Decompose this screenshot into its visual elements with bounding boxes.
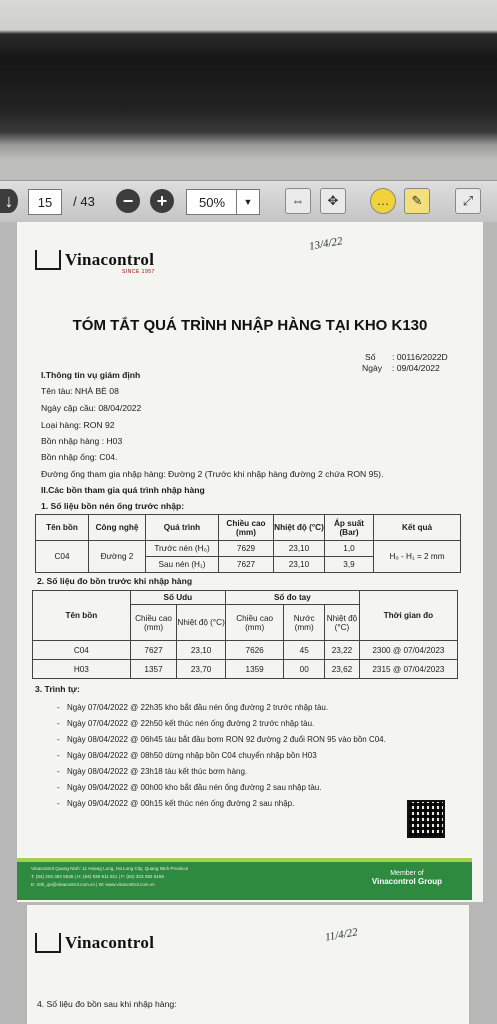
document-page-2: [27, 905, 469, 1024]
table-header: Tên bồn: [36, 515, 89, 541]
pdf-toolbar: [0, 180, 497, 224]
vinacontrol-logo: Vinacontrol: [35, 250, 154, 270]
page-number-input[interactable]: 15: [28, 189, 62, 215]
comment-icon: …: [370, 188, 396, 214]
ngay-label: Ngày: [362, 363, 383, 373]
table-header: Kết quả: [374, 515, 461, 541]
logo-since: SINCE 1957: [122, 269, 155, 275]
section-heading: I.Thông tin vụ giám định: [41, 370, 141, 380]
list-item: - Ngày 08/04/2022 @ 23h18 tàu kết thúc bơm hàng.: [57, 764, 386, 780]
pencil-icon: ✎: [404, 188, 430, 214]
list-item: - Ngày 08/04/2022 @ 06h45 tàu bắt đầu bơm RON 92 đường 2 đuổi RON 95 vào bồn C04.: [57, 732, 386, 748]
handwritten-signature: 13/4/22: [308, 235, 344, 253]
table-row: Sau nén (H₁) 7627 23,10 3,9: [36, 557, 461, 573]
list-item: - Ngày 09/04/2022 @ 00h00 kho bắt đầu nén ống đường 2 sau nhập tàu.: [57, 780, 386, 796]
zoom-out-button[interactable]: [116, 187, 140, 215]
qr-code: [407, 800, 445, 838]
expand-icon: ⤢: [455, 188, 481, 214]
table-row: C04 7627 23,10 7626 45 23,22 2300 @ 07/04/2023: [33, 641, 458, 660]
arrow-down-icon[interactable]: ↓: [0, 187, 18, 215]
table-tank-compression: [35, 514, 461, 573]
subsection-heading: 1. Số liệu bồn nén ống trước nhập:: [41, 501, 185, 511]
minus-icon: −: [116, 189, 140, 213]
fit-page-button[interactable]: [320, 187, 346, 215]
table-header: Chiều cao (mm): [219, 515, 274, 541]
list-item: - Ngày 07/04/2022 @ 22h35 kho bắt đầu nén ống đường 2 trước nhập tàu.: [57, 700, 386, 716]
document-title: TÓM TẮT QUÁ TRÌNH NHẬP HÀNG TẠI KHO K130: [72, 317, 428, 334]
table-row: H03 1357 23,70 1359 00 23,62 2315 @ 07/04/2023: [33, 660, 458, 679]
so-label: Số: [365, 352, 376, 362]
table-header: Áp suất (Bar): [325, 515, 374, 541]
info-line: Bồn nhập hàng : H03: [41, 436, 123, 446]
list-item: - Ngày 09/04/2022 @ 00h15 kết thúc nén ống đường 2 sau nhập.: [57, 796, 386, 812]
sequence-list: [57, 700, 386, 812]
list-item: - Ngày 07/04/2022 @ 22h50 kết thúc nén ống đường 2 trước nhập tàu.: [57, 716, 386, 732]
info-line: Bồn nhập ống: C04.: [41, 452, 118, 462]
fit-page-icon: ✥: [320, 188, 346, 214]
zoom-dropdown-button[interactable]: [236, 189, 260, 215]
zoom-in-button[interactable]: [150, 187, 174, 215]
table-header: Nhiệt độ (°C): [274, 515, 325, 541]
zoom-select[interactable]: 50%: [186, 189, 238, 215]
subsection-heading: 4. Số liệu đo bồn sau khi nhập hàng:: [37, 999, 177, 1009]
page-total: / 43: [73, 193, 95, 209]
footer-strip: [17, 858, 472, 862]
info-line: Loại hàng: RON 92: [41, 420, 115, 430]
table-tank-before: Tên bồn Số Udu Số đo tay Thời gian đo Chiều cao (mm) Nhiệt độ (°C) Chiều cao (mm) Nước (mm) Nhiệt độ (°C) C04 7627 23,10 7626 45 23,22 2300 @ 07/04/2023 H03 1357 23,70 1359 00 23,62 2315 @ 07/04/2023: [32, 590, 458, 679]
fit-width-button[interactable]: [285, 187, 311, 215]
subsection-heading: 2. Số liệu đo bồn trước khi nhập hàng: [37, 576, 193, 586]
table-header: Quá trình: [146, 515, 219, 541]
plus-icon: +: [150, 189, 174, 213]
ngay-value: : 09/04/2022: [392, 363, 440, 373]
edit-button[interactable]: [404, 187, 430, 215]
comment-button[interactable]: [370, 187, 396, 215]
info-line: Tên tàu: NHÀ BÈ 08: [41, 386, 119, 396]
scale-icon: [35, 250, 61, 270]
vinacontrol-logo: Vinacontrol: [35, 933, 154, 953]
so-value: : 00116/2022D: [392, 352, 448, 362]
chevron-down-icon: ▼: [243, 197, 253, 207]
scale-icon: [35, 933, 61, 953]
table-header: Công nghệ: [89, 515, 146, 541]
handwritten-signature: 11/4/22: [324, 926, 359, 944]
info-line: Đường ống tham gia nhập hàng: Đường 2 (Trước khi nhập hàng đường 2 chứa RON 95).: [41, 469, 384, 479]
list-item: - Ngày 08/04/2022 @ 08h50 dừng nhập bồn C04 chuyển nhập bồn H03: [57, 748, 386, 764]
fit-width-icon: ⇔: [285, 188, 311, 214]
info-line: Ngày cập cầu: 08/04/2022: [41, 403, 142, 413]
document-footer: Vinacontrol Quang Ninh: 11 Hoang Long, Ha Long City, Quang Ninh Province T: (84) 203 382 5535 | H: (84) 936 911 811 | F: (84) 203 382 6159 E: mth_qn@vinacontrol.com.vn | W: www.vinacontrol.com.vn Member of Vinacontrol Group: [17, 858, 472, 900]
document-page: [17, 222, 483, 902]
subsection-heading: 3. Trình tự:: [35, 684, 80, 694]
section-heading: II.Các bồn tham gia quá trình nhập hàng: [41, 485, 205, 495]
expand-button[interactable]: [455, 187, 481, 215]
member-of: Member of Vinacontrol Group: [371, 870, 442, 886]
table-row: C04 Đường 2 Trước nén (H₀) 7629 23,10 1,0 H₀ - H₁ = 2 mm: [36, 541, 461, 557]
